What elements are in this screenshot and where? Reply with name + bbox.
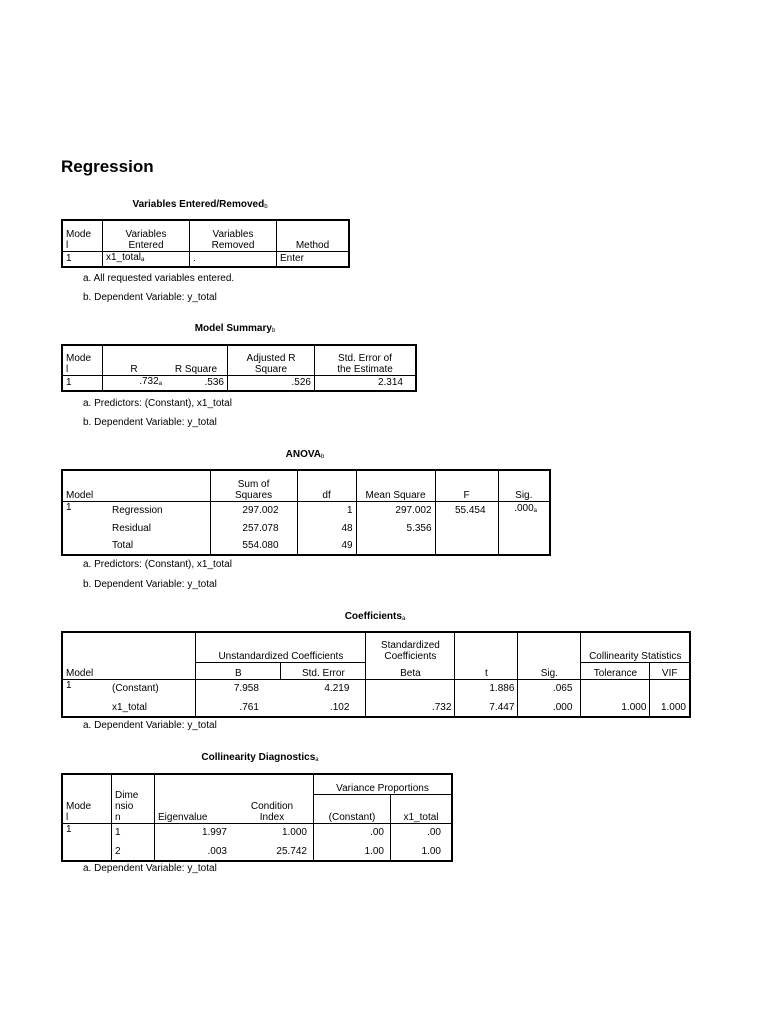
col-x1: x1_total — [391, 794, 453, 823]
coll-note-a: a. Dependent Variable: y_total — [83, 863, 217, 874]
table-row — [62, 698, 690, 717]
col-model: Mode l — [62, 345, 103, 375]
cell-eig: .003 — [207, 845, 227, 857]
col-entered: Variables Entered — [103, 220, 190, 251]
summary-note-b: b. Dependent Variable: y_total — [83, 417, 217, 428]
cell-ci: 25.742 — [231, 842, 314, 861]
vars-note-a: a. All requested variables entered. — [83, 273, 235, 284]
cell-sig: $.000_a$ — [514, 503, 537, 515]
col-model: Model — [62, 632, 196, 679]
cell-se: 4.219 — [281, 679, 366, 698]
cell-ms: 297.002 — [356, 501, 435, 519]
table-row — [62, 537, 550, 555]
col-t: t — [455, 632, 518, 679]
cell-r: $.732_a$ — [139, 375, 162, 387]
cell-model: 1 — [62, 251, 103, 267]
cell-model: 1 — [62, 375, 103, 391]
cell-model-num: 1 — [66, 679, 72, 691]
summary-note-a: a. Predictors: (Constant), x1_total — [83, 398, 232, 409]
cell-x1: 1.00 — [421, 845, 441, 857]
cell-ss: 554.080 — [210, 537, 297, 555]
cell-se: 2.314 — [377, 377, 403, 389]
cell-eig: 1.997 — [201, 827, 227, 839]
col-vif: VIF — [650, 662, 690, 679]
vars-table — [61, 219, 350, 268]
cell-model-num: 1 — [66, 501, 72, 513]
coef-table — [61, 631, 691, 718]
grp-vp: Variance Proportions — [314, 774, 453, 794]
col-se: Std. Error of the Estimate — [315, 345, 417, 375]
cell-ms: 5.356 — [356, 519, 435, 537]
anova-note-b: b. Dependent Variable: y_total — [83, 579, 217, 590]
cell-dim: 1 — [112, 823, 155, 842]
page-title: Regression — [61, 157, 154, 176]
coef-note-a: a. Dependent Variable: y_total — [83, 720, 217, 731]
table-row — [62, 823, 452, 842]
cell-entered: x1_total$_a$ — [103, 251, 190, 267]
col-b: B — [196, 662, 281, 679]
cell-rsq: .536 — [204, 377, 224, 389]
cell-f — [435, 519, 498, 537]
cell-beta: .732 — [366, 698, 455, 717]
col-method: Method — [277, 220, 350, 251]
col-model: Mode l — [62, 774, 112, 823]
anova-title: $ANOVA_b$ — [285, 449, 325, 460]
cell-b: 7.958 — [233, 683, 259, 695]
cell-label: Regression — [109, 501, 210, 519]
cell-df: 1 — [347, 504, 353, 516]
table-row — [62, 679, 690, 698]
table-row — [62, 501, 550, 519]
table-row — [62, 519, 550, 537]
cell-adj: .526 — [228, 375, 315, 391]
col-ms: Mean Square — [356, 470, 435, 501]
cell-t: 7.447 — [455, 698, 518, 717]
cell-vif — [650, 679, 690, 698]
col-rsq: R Square — [165, 345, 228, 375]
col-f: F — [435, 470, 498, 501]
cell-model-num: 1 — [62, 823, 112, 842]
cell-f: 55.454 — [435, 501, 498, 519]
cell-b: .761 — [239, 701, 259, 713]
summary-title: Model Summary$_b$ — [194, 323, 276, 334]
cell-tol: 1.000 — [581, 698, 650, 717]
cell-label: Total — [109, 537, 210, 555]
cell-removed: . — [190, 251, 277, 267]
table-row — [62, 842, 452, 861]
cell-const: 1.00 — [314, 842, 391, 861]
col-sig: Sig. — [518, 632, 581, 679]
anova-note-a: a. Predictors: (Constant), x1_total — [83, 559, 232, 570]
cell-f — [435, 537, 498, 555]
col-model: Model — [62, 470, 210, 501]
cell-df: 49 — [341, 540, 353, 551]
col-ci: Condition Index — [231, 774, 314, 823]
cell-sig — [498, 519, 550, 537]
col-dim: Dime nsio n — [112, 774, 155, 823]
grp-unstd: Unstandardized Coefficients — [196, 632, 366, 662]
cell-const: .00 — [314, 823, 391, 842]
col-model: Mode l — [62, 220, 103, 251]
col-beta: Beta — [366, 662, 455, 679]
cell-ss: 257.078 — [210, 519, 297, 537]
col-r: R — [103, 345, 166, 375]
cell-dim: 2 — [112, 842, 155, 861]
cell-method: Enter — [280, 253, 304, 265]
cell-tol — [581, 679, 650, 698]
col-const: (Constant) — [314, 794, 391, 823]
coll-title: Collinearity Diagnostics$_a$ — [201, 752, 319, 763]
cell-sig: .000 — [518, 698, 581, 717]
col-df: df — [297, 470, 356, 501]
coll-table — [61, 773, 453, 862]
col-adj: Adjusted R Square — [228, 345, 315, 375]
col-removed: Variables Removed — [190, 220, 277, 251]
grp-coll: Collinearity Statistics — [581, 632, 690, 662]
col-sig: Sig. — [498, 470, 550, 501]
cell-se: .102 — [281, 698, 366, 717]
cell-ss: 297.002 — [210, 501, 297, 519]
summary-table — [61, 344, 417, 392]
coef-title: Coefficients$_a$ — [344, 611, 406, 622]
grp-std: Standardized Coefficients — [366, 632, 455, 662]
cell-label: (Constant) — [109, 679, 196, 698]
cell-label: Residual — [109, 519, 210, 537]
cell-ms — [356, 537, 435, 555]
vars-title: Variables Entered/Removed$_b$ — [132, 199, 268, 210]
cell-beta — [366, 679, 455, 698]
cell-label: x1_total — [109, 698, 196, 717]
anova-table — [61, 469, 551, 556]
cell-sig — [498, 537, 550, 555]
cell-t: 1.886 — [455, 679, 518, 698]
cell-sig: .065 — [518, 679, 581, 698]
col-eig: Eigenvalue — [155, 774, 232, 823]
vars-note-b: b. Dependent Variable: y_total — [83, 292, 217, 303]
col-ss: Sum of Squares — [210, 470, 297, 501]
cell-vif: 1.000 — [660, 701, 686, 713]
col-tol: Tolerance — [581, 662, 650, 679]
cell-x1: .00 — [427, 827, 441, 839]
cell-df: 48 — [341, 522, 353, 534]
col-se: Std. Error — [281, 662, 366, 679]
cell-ci: 1.000 — [231, 823, 314, 842]
